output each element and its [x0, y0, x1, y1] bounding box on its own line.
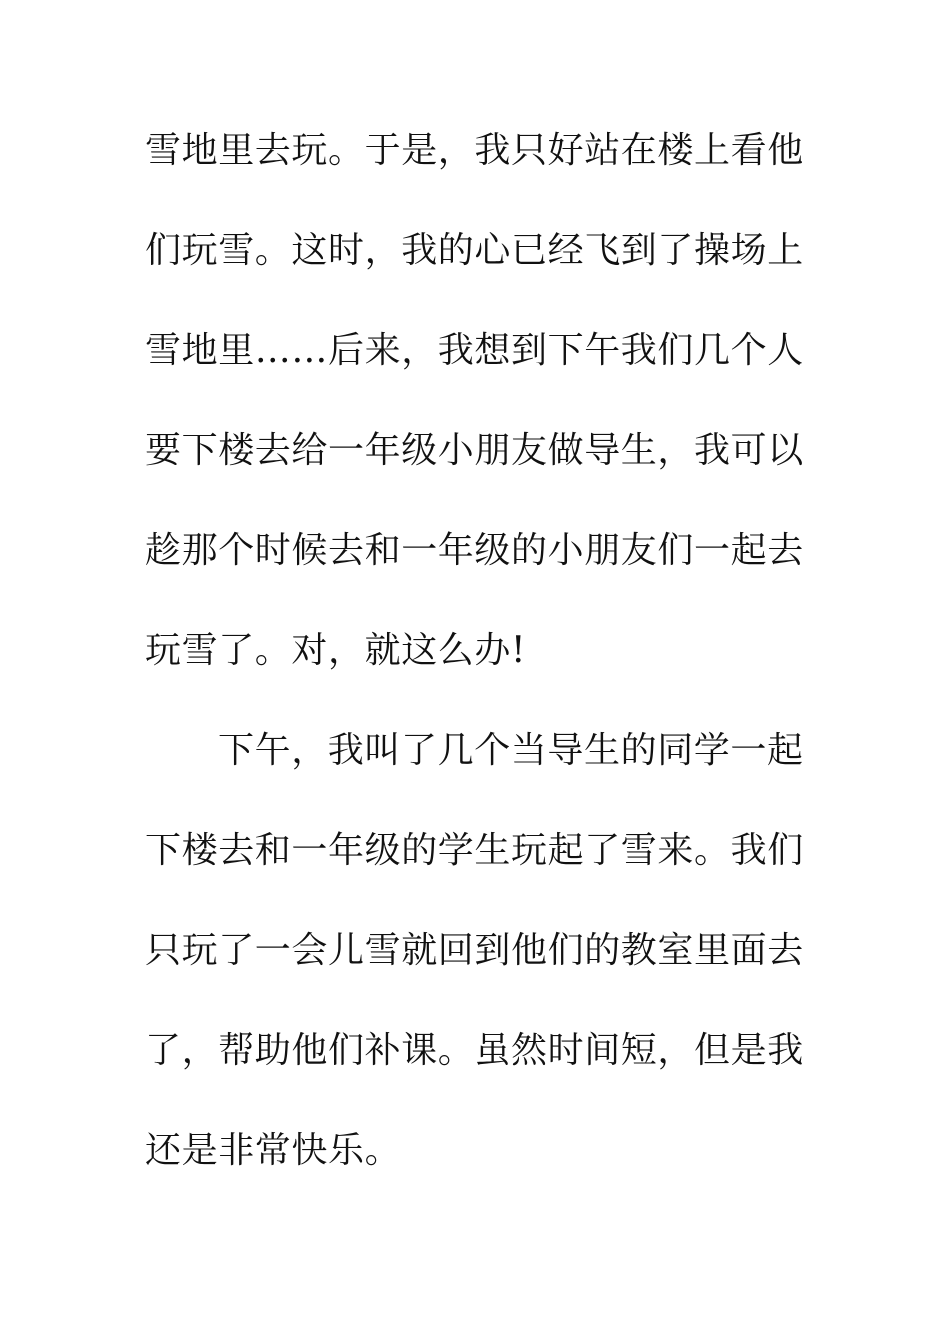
text-line: 们玩雪。这时，我的心已经飞到了操场上	[145, 230, 804, 271]
text-line: 雪地里去玩。于是，我只好站在楼上看他	[145, 130, 804, 171]
text-line: 趁那个时候去和一年级的小朋友们一起去	[145, 530, 804, 571]
text-line: 要下楼去给一年级小朋友做导生，我可以	[145, 430, 804, 471]
text-line: 雪地里……后来，我想到下午我们几个人	[145, 330, 804, 371]
paragraph-first-line: 下午，我叫了几个当导生的同学一起	[218, 730, 804, 771]
text-line: 还是非常快乐。	[145, 1130, 402, 1171]
text-line: 下楼去和一年级的学生玩起了雪来。我们	[145, 830, 804, 871]
text-line: 玩雪了。对，就这么办!	[145, 630, 527, 671]
text-line: 只玩了一会儿雪就回到他们的教室里面去	[145, 930, 804, 971]
text-line: 了，帮助他们补课。虽然时间短，但是我	[145, 1030, 804, 1071]
